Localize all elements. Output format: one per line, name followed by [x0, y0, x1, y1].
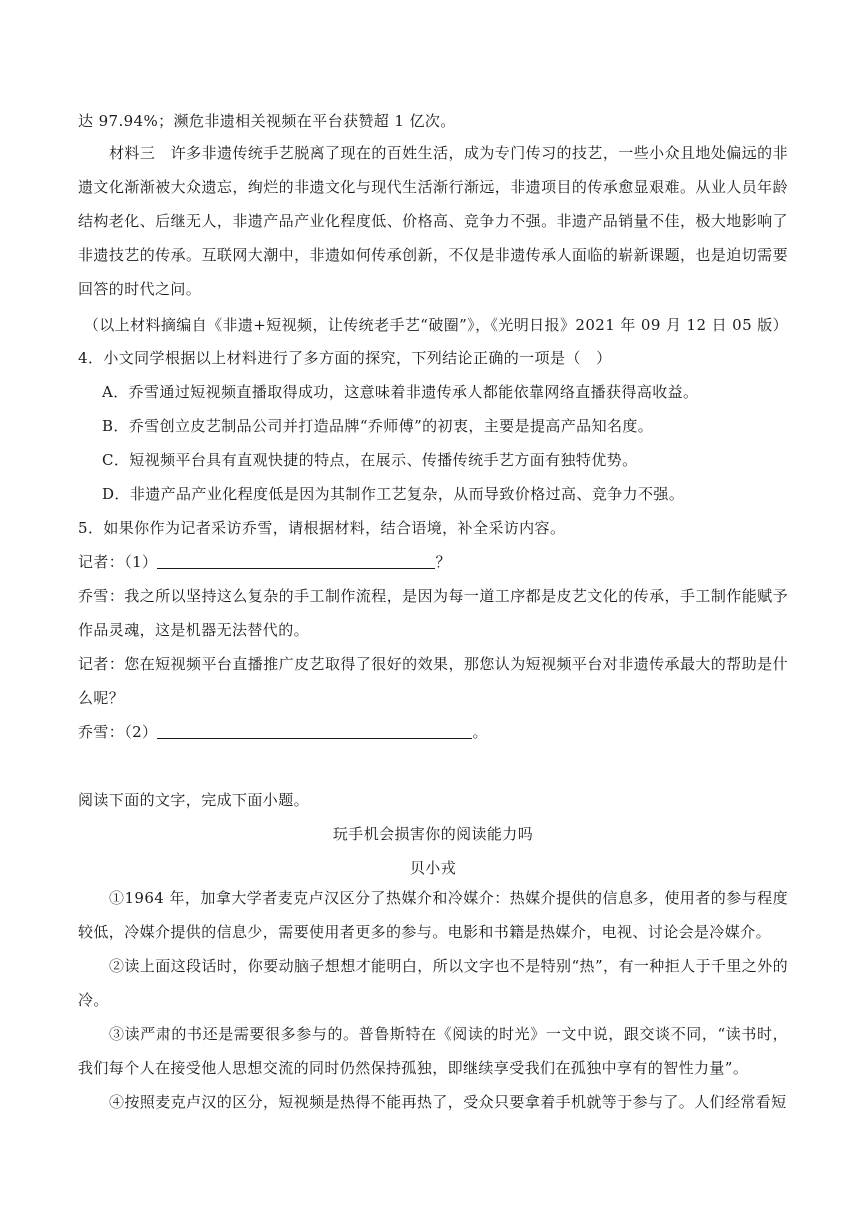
article-paragraph-3: ③读严肃的书还是需要很多参与的。普鲁斯特在《阅读的时光》一文中说，跟交谈不同，“读书时，我们每个人在接受他人思想交流的同时仍然保持孤独，即继续享受我们在孤独中享有的智性力量”。 — [78, 1025, 788, 1077]
article-paragraph-2: ②读上面这段话时，你要动脑子想想才能明白，所以文字也不是特别“热”，有一种拒人于千里之外的冷。 — [78, 957, 788, 1009]
qiao-answer-1: 乔雪：我之所以坚持这么复杂的手工制作流程，是因为每一道工序都是皮艺文化的传承，手工制作能赋予作品灵魂，这是机器无法替代的。 — [78, 587, 788, 639]
answer-blank-1[interactable] — [157, 553, 435, 569]
reporter-1-suffix: ？ — [435, 553, 451, 571]
question-4-option-a: A．乔雪通过短视频直播取得成功，这意味着非遗传承人都能依靠网络直播获得高收益。 — [102, 383, 699, 401]
question-5-stem: 5．如果你作为记者采访乔雪，请根据材料，结合语境，补全采访内容。 — [78, 519, 566, 537]
question-4-option-d: D．非遗产品产业化程度低是因为其制作工艺复杂，从而导致价格过高、竞争力不强。 — [102, 485, 685, 503]
question-4-option-b: B．乔雪创立皮艺制品公司并打造品牌“乔师傅”的初衷，主要是提高产品知名度。 — [102, 417, 654, 435]
answer-blank-2[interactable] — [157, 723, 472, 739]
reporter-question-1 — [78, 552, 788, 572]
question-4-stem: 4．小文同学根据以上材料进行了多方面的探究，下列结论正确的一项是（ ） — [78, 349, 612, 367]
qiao-2-suffix: 。 — [472, 723, 488, 741]
qiao-answer-2 — [78, 722, 788, 742]
reporter-question-2: 记者：您在短视频平台直播推广皮艺取得了很好的效果，那您认为短视频平台对非遗传承最大的帮助是什么呢？ — [78, 655, 788, 707]
article-paragraph-4: ④按照麦克卢汉的区分，短视频是热得不能再热了，受众只要拿着手机就等于参与了。人们经常看短 — [109, 1093, 787, 1111]
material3-paragraph: 材料三 许多非遗传统手艺脱离了现在的百姓生活，成为专门传习的技艺，一些小众且地处偏远的非遗文化渐渐被大众遗忘，绚烂的非遗文化与现代生活渐行渐远，非遗项目的传承愈显艰难。从业人员年龄结构老化、后继无人，非遗产品产业化程度低、价格高、竞争力不强。非遗产品销量不佳，极大地影响了非遗技艺的传承。互联网大潮中，非遗如何传承创新，不仅是非遗传承人面临的崭新课题，也是迫切需要回答的时代之问。 — [78, 144, 788, 298]
article-paragraph-1: ①1964 年，加拿大学者麦克卢汉区分了热媒介和冷媒介：热媒介提供的信息多，使用者的参与程度较低，冷媒介提供的信息少，需要使用者更多的参与。电影和书籍是热媒介，电视、讨论会是冷媒介。 — [78, 889, 788, 941]
reporter-1-prefix: 记者：（1） — [78, 553, 158, 571]
article-title: 玩手机会损害你的阅读能力吗 — [332, 825, 534, 843]
source-citation: （以上材料摘编自《非遗+短视频，让传统老手艺“破圈”》，《光明日报》2021 年 09 月 12 日 05 版） — [83, 316, 788, 334]
reading-instruction: 阅读下面的文字，完成下面小题。 — [78, 791, 310, 809]
article-author: 贝小戎 — [409, 859, 457, 877]
question-4-option-c: C．短视频平台具有直观快捷的特点，在展示、传播传统手艺方面有独特优势。 — [102, 451, 638, 469]
qiao-2-prefix: 乔雪：（2） — [78, 723, 158, 741]
material2-ending: 达 97.94%；濒危非遗相关视频在平台获赞超 1 亿次。 — [78, 112, 456, 130]
